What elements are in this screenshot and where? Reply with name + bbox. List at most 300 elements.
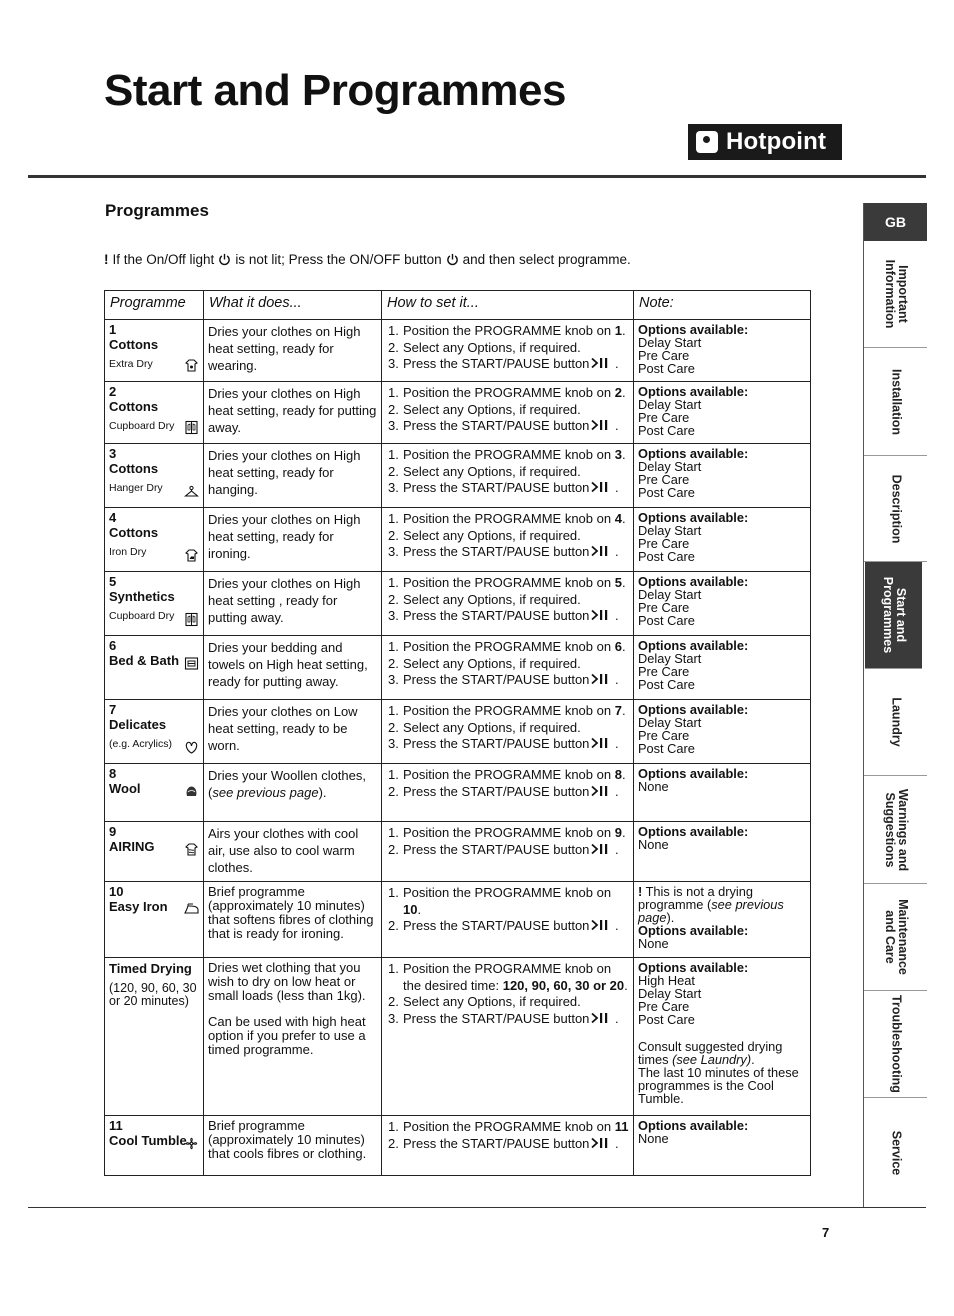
steps-list xyxy=(386,885,629,935)
step-item xyxy=(386,784,629,801)
section-heading: Programmes xyxy=(105,201,209,220)
start-pause-icon xyxy=(591,357,611,369)
sidebar-tab[interactable] xyxy=(864,884,927,991)
step-number: 2 . xyxy=(386,842,403,859)
step-value: 11 xyxy=(614,1119,629,1134)
cupboard-dry-icon xyxy=(184,420,199,435)
table-row xyxy=(105,444,811,508)
programme-cell xyxy=(105,822,204,882)
step-number: 3 . xyxy=(386,356,403,373)
step-value: 5 xyxy=(614,575,622,590)
section-sidebar xyxy=(863,203,927,1208)
step-item xyxy=(386,544,629,561)
option-item: Delay Start xyxy=(638,986,702,1001)
steps-list xyxy=(386,447,629,497)
step-number: 1 . xyxy=(386,961,403,994)
brand-name: Hotpoint xyxy=(726,128,827,155)
what-it-does-cell xyxy=(204,1116,382,1176)
step-number: 2 . xyxy=(386,720,403,737)
options-label: Options available: xyxy=(638,510,749,525)
how-to-set-cell xyxy=(382,382,634,444)
warning-note xyxy=(638,885,806,924)
programmes-table xyxy=(104,290,811,1176)
sidebar-tab[interactable] xyxy=(864,348,927,456)
programme-subtitle: Cupboard Dry xyxy=(109,610,175,622)
steps-list xyxy=(386,385,629,435)
step-text xyxy=(403,703,626,720)
step-item xyxy=(386,720,629,737)
step-text: Press the START/PAUSE button . xyxy=(403,544,619,559)
programme-number: 11 xyxy=(109,1118,123,1133)
start-pause-icon xyxy=(591,1012,611,1024)
programme-number: 7 xyxy=(109,702,117,717)
step-item xyxy=(386,918,629,935)
programme-name: Cottons xyxy=(109,399,159,414)
option-item: Post Care xyxy=(638,423,695,438)
start-pause-icon xyxy=(591,785,611,797)
table-row xyxy=(105,882,811,958)
step-value: 6 xyxy=(614,639,622,654)
programme-cell xyxy=(105,572,204,636)
how-to-set-cell xyxy=(382,700,634,764)
sidebar-tab[interactable] xyxy=(864,991,927,1098)
start-pause-icon xyxy=(591,609,611,621)
step-value: 10 xyxy=(403,901,418,917)
step-text: Press the START/PAUSE button . xyxy=(403,841,619,857)
step-item xyxy=(386,885,629,918)
step-instruction: Position the PROGRAMME knob on xyxy=(403,511,615,526)
step-text xyxy=(403,1119,628,1136)
sidebar-tab-label: Important Information xyxy=(882,259,910,329)
step-item xyxy=(386,528,629,545)
what-text: Dries your clothes on High heat setting, ready for wearing. xyxy=(208,324,361,373)
power-icon xyxy=(446,253,459,266)
note-cell xyxy=(634,822,811,882)
note-cell xyxy=(634,444,811,508)
power-note xyxy=(104,252,631,267)
step-item xyxy=(386,825,629,842)
table-header-row xyxy=(105,291,811,320)
steps-list xyxy=(386,1119,629,1152)
option-item: Delay Start xyxy=(638,459,702,474)
step-instruction: Position the PROGRAMME knob on xyxy=(403,1119,615,1134)
option-item: None xyxy=(638,837,669,852)
what-text: Dries your clothes on High heat setting, ready for hanging. xyxy=(208,448,361,497)
step-text: Press the START/PAUSE button . xyxy=(403,783,619,799)
step-text: Press the START/PAUSE button . xyxy=(403,672,619,687)
step-number: 3 . xyxy=(386,1011,403,1028)
sidebar-tab[interactable] xyxy=(864,1098,927,1207)
header-note: Note: xyxy=(634,291,811,320)
step-text xyxy=(403,464,581,481)
programme-number: 5 xyxy=(109,574,117,589)
sidebar-tab[interactable] xyxy=(865,562,922,669)
step-item xyxy=(386,323,629,340)
what-text: Dries your bedding and towels on High heat setting, ready for putting away. xyxy=(208,640,368,689)
step-end: . xyxy=(621,767,626,782)
programme-name: Cool Tumble xyxy=(109,1133,187,1148)
what-it-does-cell xyxy=(204,508,382,572)
sidebar-tab-label: Installation xyxy=(889,368,903,435)
what-it-does-cell xyxy=(204,764,382,822)
sidebar-tab-label: Warnings and Suggestions xyxy=(882,788,910,871)
step-item xyxy=(386,1136,629,1153)
programme-name: Delicates xyxy=(109,717,167,732)
step-number: 2 . xyxy=(386,994,403,1011)
steps-list xyxy=(386,639,629,689)
note-cell xyxy=(634,958,811,1116)
steps-list xyxy=(386,703,629,753)
table-row xyxy=(105,700,811,764)
step-value: 9 xyxy=(614,825,622,840)
steps-list xyxy=(386,825,629,858)
option-item: Pre Care xyxy=(638,536,690,551)
step-number: 2 . xyxy=(386,1136,403,1153)
sidebar-tab-label: Description xyxy=(889,474,903,543)
step-number: 1 . xyxy=(386,1119,403,1136)
step-number: 2 . xyxy=(386,528,403,545)
step-instruction: Press the START/PAUSE button xyxy=(403,1135,590,1151)
step-instruction: Position the PROGRAMME knob on xyxy=(403,323,615,338)
step-item xyxy=(386,608,629,625)
programme-cell xyxy=(105,958,204,1116)
step-item xyxy=(386,767,629,784)
step-item xyxy=(386,418,629,435)
programme-name: AIRING xyxy=(109,839,155,854)
step-end: . xyxy=(621,447,626,462)
page-number: 7 xyxy=(822,1225,830,1240)
warning-mark: ! xyxy=(104,252,109,267)
tab-gb[interactable]: GB xyxy=(864,203,927,241)
programme-number: 6 xyxy=(109,638,117,653)
programme-name: Synthetics xyxy=(109,589,175,604)
step-number: 2 . xyxy=(386,592,403,609)
step-number: 1 . xyxy=(386,511,403,528)
step-number: 1 . xyxy=(386,447,403,464)
step-instruction: Press the START/PAUSE button xyxy=(403,783,590,799)
option-item: Pre Care xyxy=(638,999,690,1014)
what-it-does-cell xyxy=(204,958,382,1116)
options-label: Options available: xyxy=(638,638,749,653)
hotpoint-logo xyxy=(688,124,842,160)
what-text: Dries your clothes on High heat setting , ready for putting away. xyxy=(208,576,361,625)
steps-list xyxy=(386,323,629,373)
step-instruction: Select any Options, if required. xyxy=(403,719,581,735)
table-row xyxy=(105,636,811,700)
step-text: Press the START/PAUSE button . xyxy=(403,480,619,495)
how-to-set-cell xyxy=(382,764,634,822)
sidebar-tab[interactable] xyxy=(864,456,927,562)
programme-number: 4 xyxy=(109,510,117,525)
step-end: . xyxy=(621,639,626,654)
programme-number: 3 xyxy=(109,446,117,461)
iron-dry-icon xyxy=(184,548,199,563)
option-item: Delay Start xyxy=(638,587,702,602)
step-end: . xyxy=(621,825,626,840)
step-text xyxy=(403,511,626,528)
extra-dry-icon xyxy=(184,358,199,373)
option-item: Post Care xyxy=(638,361,695,376)
step-value: 120, 90, 60, 30 or 20 xyxy=(502,977,625,993)
delicates-icon xyxy=(184,740,199,755)
step-text xyxy=(403,575,626,592)
what-it-does-cell xyxy=(204,882,382,958)
option-item: Delay Start xyxy=(638,523,702,538)
step-item xyxy=(386,340,629,357)
step-text: Press the START/PAUSE button . xyxy=(403,356,619,371)
programme-cell xyxy=(105,320,204,382)
what-text: Dries wet clothing that you wish to dry on low heat or small loads (less than 1kg). xyxy=(208,960,366,1003)
header-divider xyxy=(28,175,926,178)
what-text: Brief programme (approximately 10 minutes) that softens fibres of clothing that is ready for ironing. xyxy=(208,884,374,941)
options-label: Options available: xyxy=(638,960,749,975)
step-number: 3 . xyxy=(386,672,403,689)
step-number: 1 . xyxy=(386,885,403,918)
step-instruction: Position the PROGRAMME knob on xyxy=(403,639,615,654)
step-item xyxy=(386,480,629,497)
note-cell xyxy=(634,764,811,822)
option-item: High Heat xyxy=(638,973,695,988)
step-instruction: Select any Options, if required. xyxy=(403,401,581,417)
step-value: 8 xyxy=(614,767,622,782)
step-instruction: Select any Options, if required. xyxy=(403,527,581,543)
step-text xyxy=(403,323,626,340)
note-cell xyxy=(634,320,811,382)
step-instruction: Select any Options, if required. xyxy=(403,655,581,671)
drying-times-end: . xyxy=(751,1052,755,1067)
drying-times-text: Consult suggested drying times xyxy=(638,1039,783,1067)
what-reference: see previous page xyxy=(212,785,319,800)
option-item: Pre Care xyxy=(638,728,690,743)
programme-cell xyxy=(105,508,204,572)
step-instruction: Press the START/PAUSE button xyxy=(403,608,590,623)
table-row xyxy=(105,572,811,636)
note-cell xyxy=(634,382,811,444)
note-cell xyxy=(634,1116,811,1176)
start-pause-icon xyxy=(591,919,611,931)
sidebar-tab[interactable] xyxy=(864,776,927,884)
drying-times-reference: (see Laundry) xyxy=(672,1052,752,1067)
step-end: . xyxy=(621,385,626,400)
step-text: Press the START/PAUSE button . xyxy=(403,418,619,433)
step-text xyxy=(403,656,581,673)
note-text-2: is not lit; Press the ON/OFF button xyxy=(235,252,442,267)
programme-subtitle: Iron Dry xyxy=(109,546,147,558)
step-item xyxy=(386,464,629,481)
airing-icon xyxy=(184,842,199,857)
step-number: 1 . xyxy=(386,767,403,784)
what-text: Dries your clothes on Low heat setting, ready to be worn. xyxy=(208,704,358,753)
power-icon xyxy=(218,253,231,266)
step-instruction: Press the START/PAUSE button xyxy=(403,480,590,495)
table-row xyxy=(105,958,811,1116)
what-text-2: Can be used with high heat option if you prefer to use a timed programme. xyxy=(208,1014,366,1057)
how-to-set-cell xyxy=(382,320,634,382)
step-instruction: Select any Options, if required. xyxy=(403,591,581,607)
step-text xyxy=(403,994,581,1011)
programme-subtitle: Cupboard Dry xyxy=(109,420,175,432)
step-item xyxy=(386,402,629,419)
cupboard-dry-icon xyxy=(184,612,199,627)
step-item xyxy=(386,703,629,720)
step-item xyxy=(386,672,629,689)
start-pause-icon xyxy=(591,843,611,855)
step-text: Press the START/PAUSE button . xyxy=(403,608,619,623)
step-item xyxy=(386,961,629,994)
footer-divider xyxy=(28,1207,926,1208)
start-pause-icon xyxy=(591,673,611,685)
what-it-does-cell xyxy=(204,822,382,882)
note-cell xyxy=(634,882,811,958)
wool-icon xyxy=(184,784,199,799)
step-value: 7 xyxy=(614,703,622,718)
step-instruction: Select any Options, if required. xyxy=(403,994,581,1009)
step-text xyxy=(403,340,581,357)
spacer xyxy=(638,1026,806,1040)
step-text xyxy=(403,885,629,918)
table-row xyxy=(105,508,811,572)
programme-subtitle: Extra Dry xyxy=(109,358,153,370)
start-pause-icon xyxy=(591,481,611,493)
option-item: Pre Care xyxy=(638,472,690,487)
what-it-does-cell xyxy=(204,636,382,700)
step-number: 1 . xyxy=(386,639,403,656)
step-number: 3 . xyxy=(386,736,403,753)
drying-times-note xyxy=(638,1040,806,1066)
step-text xyxy=(403,402,581,419)
note-cell xyxy=(634,700,811,764)
warning-reference: see previous page xyxy=(638,897,784,925)
step-item xyxy=(386,639,629,656)
programme-cell xyxy=(105,700,204,764)
step-end: . xyxy=(621,511,626,526)
step-instruction: Press the START/PAUSE button xyxy=(403,1010,590,1026)
programme-cell xyxy=(105,764,204,822)
sidebar-tab-label: Service xyxy=(889,1130,903,1175)
step-item xyxy=(386,511,629,528)
step-text: Press the START/PAUSE button . xyxy=(403,736,619,751)
step-instruction: Press the START/PAUSE button xyxy=(403,356,590,371)
note-cell xyxy=(634,508,811,572)
warning-mark: ! xyxy=(638,884,643,899)
what-it-does-cell xyxy=(204,382,382,444)
how-to-set-cell xyxy=(382,572,634,636)
step-instruction: Press the START/PAUSE button xyxy=(403,672,590,687)
option-item: Pre Care xyxy=(638,664,690,679)
step-item xyxy=(386,842,629,859)
how-to-set-cell xyxy=(382,508,634,572)
step-item xyxy=(386,385,629,402)
easy-iron-icon xyxy=(184,902,199,917)
option-item: Delay Start xyxy=(638,651,702,666)
step-instruction: Position the PROGRAMME knob on xyxy=(403,575,615,590)
programme-cell xyxy=(105,382,204,444)
step-instruction: Position the PROGRAMME knob on the desired time: xyxy=(403,961,612,993)
what-text: Brief programme (approximately 10 minutes) that cools fibres or clothing. xyxy=(208,1118,367,1161)
step-item xyxy=(386,592,629,609)
start-pause-icon xyxy=(591,419,611,431)
option-item: Post Care xyxy=(638,1012,695,1027)
programme-cell xyxy=(105,1116,204,1176)
step-instruction: Select any Options, if required. xyxy=(403,339,581,355)
step-number: 3 . xyxy=(386,418,403,435)
table-row xyxy=(105,764,811,822)
warning-text: This is not a drying programme ( xyxy=(638,884,753,912)
sidebar-tab[interactable] xyxy=(864,241,927,348)
step-number: 2 . xyxy=(386,340,403,357)
how-to-set-cell xyxy=(382,636,634,700)
steps-list xyxy=(386,575,629,625)
option-item: Post Care xyxy=(638,613,695,628)
step-number: 1 . xyxy=(386,385,403,402)
step-value: 3 xyxy=(614,447,622,462)
programme-subtitle: (120, 90, 60, 30 or 20 minutes) xyxy=(109,981,197,1008)
step-instruction: Press the START/PAUSE button xyxy=(403,418,590,433)
step-text xyxy=(403,825,626,842)
step-item xyxy=(386,447,629,464)
step-number: 1 . xyxy=(386,703,403,720)
steps-list xyxy=(386,961,629,1027)
step-value: 4 xyxy=(614,511,622,526)
step-instruction: Position the PROGRAMME knob on xyxy=(403,385,615,400)
step-text xyxy=(403,961,629,994)
options-label: Options available: xyxy=(638,766,749,781)
options-label: Options available: xyxy=(638,574,749,589)
option-item: None xyxy=(638,779,669,794)
how-to-set-cell xyxy=(382,444,634,508)
step-number: 1 . xyxy=(386,323,403,340)
what-text: Dries your clothes on High heat setting, ready for putting away. xyxy=(208,386,377,435)
what-it-does-cell xyxy=(204,320,382,382)
step-number: 2 . xyxy=(386,402,403,419)
option-item: Pre Care xyxy=(638,600,690,615)
sidebar-tab-label: Laundry xyxy=(889,697,903,747)
step-item xyxy=(386,356,629,373)
header-programme: Programme xyxy=(105,291,204,320)
programme-subtitle: Hanger Dry xyxy=(109,482,163,494)
step-number: 3 . xyxy=(386,608,403,625)
programme-name: Easy Iron xyxy=(109,899,168,914)
how-to-set-cell xyxy=(382,1116,634,1176)
programme-number: 2 xyxy=(109,384,117,399)
step-text: Press the START/PAUSE button . xyxy=(403,918,619,933)
step-item xyxy=(386,575,629,592)
step-end: . xyxy=(417,901,422,917)
programme-name: Timed Drying xyxy=(109,961,192,976)
start-pause-icon xyxy=(591,737,611,749)
how-to-set-cell xyxy=(382,822,634,882)
programme-name: Cottons xyxy=(109,337,159,352)
note-cell xyxy=(634,636,811,700)
sidebar-tab-label: Start and Programmes xyxy=(880,576,908,654)
programme-number: 10 xyxy=(109,884,124,899)
options-label: Options available: xyxy=(638,384,749,399)
programme-cell xyxy=(105,636,204,700)
step-end: . xyxy=(624,977,628,993)
step-text xyxy=(403,528,581,545)
step-text: Press the START/PAUSE button . xyxy=(403,1135,619,1151)
step-text xyxy=(403,767,626,784)
option-item: None xyxy=(638,936,669,951)
sidebar-tab[interactable] xyxy=(864,669,927,776)
how-to-set-cell xyxy=(382,958,634,1116)
note-text-3: and then select programme. xyxy=(462,252,631,267)
sidebar-tab-label: Maintenance and Care xyxy=(882,899,910,975)
options-label: Options available: xyxy=(638,923,749,938)
programme-name: Cottons xyxy=(109,525,159,540)
cool-tumble-icon xyxy=(184,1136,199,1151)
programme-number: 1 xyxy=(109,322,117,337)
